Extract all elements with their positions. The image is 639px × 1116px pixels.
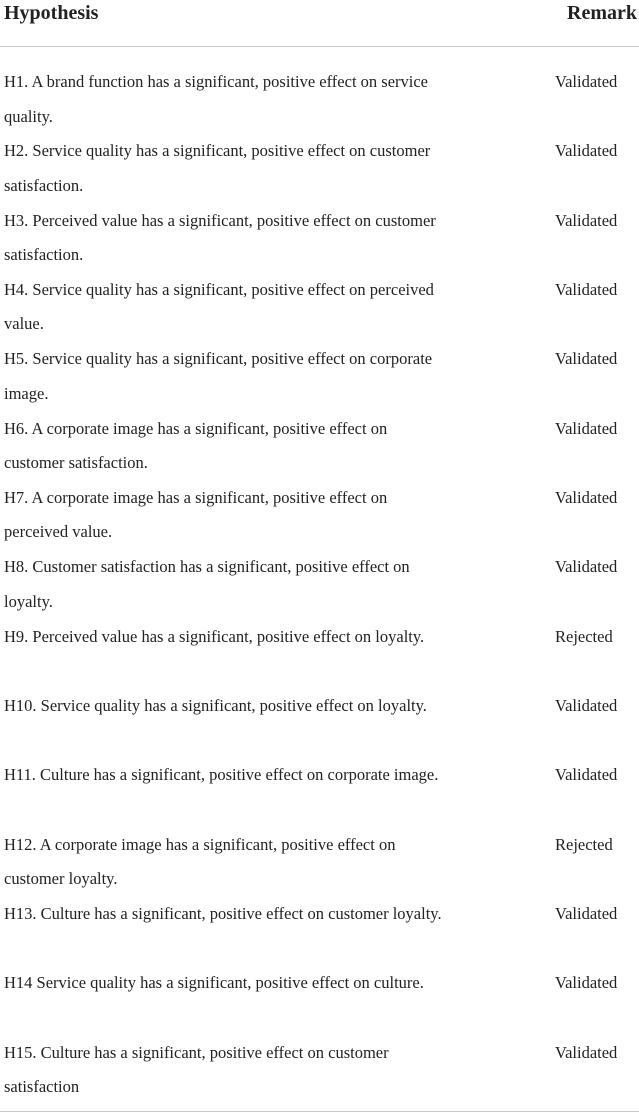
table-row: [0, 547, 639, 616]
hypothesis-cell: H10. Service quality has a significant, positive effect on loyalty.: [4, 695, 427, 715]
hypothesis-cell: H2. Service quality has a significant, positive effect on customer satisfaction.: [4, 141, 431, 195]
table-row: [0, 201, 639, 270]
hypothesis-cell: H13. Culture has a significant, positive effect on customer loyalty.: [4, 903, 442, 923]
hypothesis-cell: H7. A corporate image has a significant, positive effect on perceived value.: [4, 487, 388, 542]
hypothesis-cell: H1. A brand function has a significant, positive effect on service quality.: [4, 72, 428, 126]
hypothesis-cell: H12. A corporate image has a significant, positive effect on customer loyalty.: [4, 834, 396, 889]
remark-cell: Validated: [555, 418, 618, 438]
hypothesis-cell: H6. A corporate image has a significant, positive effect on customer satisfaction.: [4, 418, 388, 473]
hypothesis-cell: H5. Service quality has a significant, positive effect on corporate image.: [4, 349, 433, 403]
table-row: [0, 755, 639, 824]
remark-cell: Rejected: [555, 834, 613, 854]
table-row: [0, 686, 639, 755]
table-body: [0, 62, 639, 1102]
header-divider: [0, 46, 639, 47]
table-header-row: [0, 0, 639, 30]
remark-cell: Validated: [555, 487, 618, 507]
hypothesis-cell: H3. Perceived value has a significant, positive effect on customer satisfaction.: [4, 210, 436, 265]
table-row: [0, 478, 639, 547]
remark-cell: Validated: [555, 279, 618, 299]
remark-cell: Validated: [555, 210, 618, 230]
remark-cell: Validated: [555, 1042, 618, 1062]
hypothesis-cell: H14 Service quality has a significant, positive effect on culture.: [4, 973, 424, 993]
remark-cell: Validated: [555, 903, 618, 923]
table-row: [0, 963, 639, 1032]
hypothesis-cell: H9. Perceived value has a significant, positive effect on loyalty.: [4, 626, 425, 646]
table-row: [0, 617, 639, 686]
remark-cell: Validated: [555, 557, 618, 577]
table-row: [0, 131, 639, 200]
table-row: [0, 339, 639, 408]
column-header-remark: Remark: [567, 2, 637, 24]
remark-cell: Rejected: [555, 626, 613, 646]
hypothesis-cell: H15. Culture has a significant, positive effect on customer satisfaction: [4, 1042, 389, 1097]
table-row: [0, 1033, 639, 1102]
remark-cell: Validated: [555, 72, 618, 91]
table-row: [0, 409, 639, 478]
remark-cell: Validated: [555, 141, 618, 161]
hypothesis-cell: H8. Customer satisfaction has a significant, positive effect on loyalty.: [4, 557, 410, 611]
table-row: [0, 62, 639, 131]
hypothesis-cell: H11. Culture has a significant, positive effect on corporate image.: [4, 765, 439, 785]
remark-cell: Validated: [555, 973, 618, 993]
column-header-hypothesis: Hypothesis: [4, 2, 99, 24]
table-row: [0, 825, 639, 894]
table-bottom-rule: [0, 1111, 639, 1112]
remark-cell: Validated: [555, 349, 618, 369]
table-row: [0, 270, 639, 339]
hypothesis-cell: H4. Service quality has a significant, positive effect on perceived value.: [4, 279, 434, 334]
table-row: [0, 894, 639, 963]
remark-cell: Validated: [555, 765, 618, 785]
remark-cell: Validated: [555, 695, 618, 715]
